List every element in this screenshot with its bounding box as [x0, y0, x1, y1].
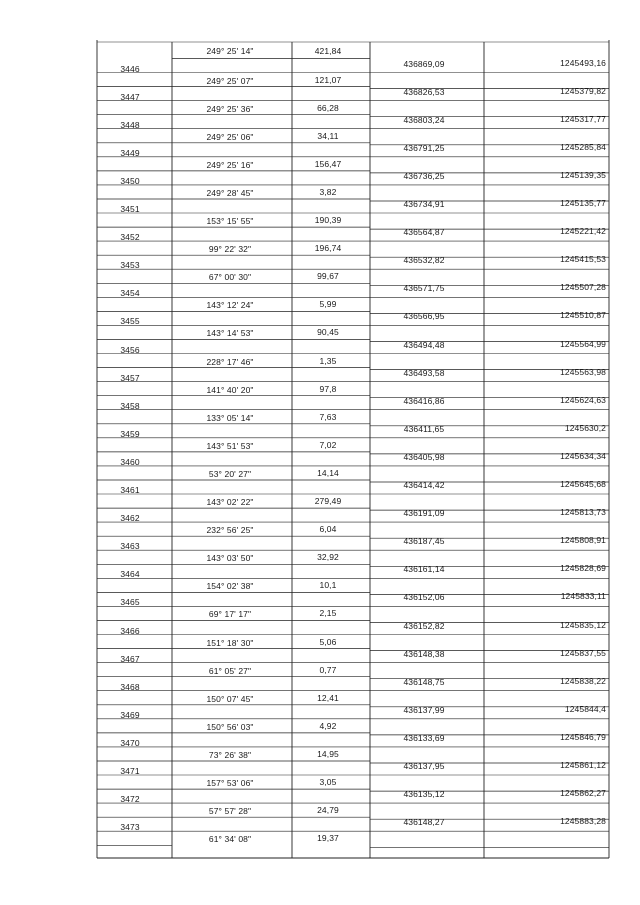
coord-y-cell: 1245221,42	[560, 226, 606, 237]
coord-y-cell: 1245624,63	[560, 394, 606, 405]
point-id-cell: 3463	[120, 541, 140, 552]
angle-cell: 150° 07' 45"	[206, 693, 254, 704]
coord-y-cell: 1245813,73	[560, 507, 606, 518]
coord-x-cell: 436571,75	[403, 283, 445, 294]
angle-cell: 143° 03' 50"	[206, 553, 254, 564]
coord-x-cell: 436803,24	[403, 114, 445, 125]
angle-cell: 133° 05' 14"	[206, 412, 254, 423]
distance-cell: 19,37	[317, 833, 339, 844]
point-id-cell: 3465	[120, 597, 140, 608]
distance-cell: 14,14	[317, 467, 339, 478]
angle-cell: 53° 20' 27"	[208, 468, 252, 479]
coord-y-cell: 1245835,12	[560, 619, 606, 630]
coord-y-cell: 1245379,82	[560, 85, 606, 96]
angle-cell: 143° 02' 22"	[206, 497, 254, 507]
distance-cell: 2,15	[319, 608, 337, 619]
coord-x-cell: 436152,06	[403, 592, 445, 603]
coord-x-cell: 436137,99	[403, 704, 445, 715]
point-id-cell: 3447	[120, 91, 140, 102]
point-id-cell: 3450	[120, 175, 140, 186]
distance-cell: 97,8	[319, 383, 337, 394]
coord-y-cell: 1245833,11	[560, 591, 606, 602]
point-id-cell: 3464	[120, 569, 140, 580]
angle-cell: 249° 25' 07"	[206, 75, 254, 86]
angle-cell: 153° 15' 55"	[206, 216, 254, 226]
distance-cell: 7,63	[319, 411, 337, 422]
point-id-cell: 3457	[120, 372, 140, 383]
angle-cell: 73° 26' 38"	[208, 749, 252, 760]
coord-y-cell: 1245634,34	[560, 450, 606, 461]
angle-cell: 249° 28' 45"	[206, 187, 254, 198]
angle-cell: 228° 17' 46"	[206, 356, 254, 367]
point-id-cell: 3448	[120, 119, 140, 130]
distance-cell: 196,74	[314, 243, 342, 254]
point-id-cell: 3454	[120, 288, 140, 299]
angle-cell: 249° 25' 36"	[206, 103, 254, 114]
angle-cell: 232° 56' 25"	[206, 525, 254, 536]
distance-cell: 121,07	[314, 74, 342, 85]
distance-cell: 32,92	[317, 552, 339, 563]
distance-cell: 5,06	[319, 636, 337, 647]
angle-cell: 57° 57' 28"	[208, 806, 252, 817]
distance-cell: 279,49	[314, 496, 342, 506]
angle-cell: 141° 40' 20"	[206, 384, 254, 395]
coord-y-cell: 1245861,12	[560, 760, 606, 770]
coord-y-cell: 1245846,79	[560, 731, 606, 742]
coord-x-cell: 436826,53	[403, 86, 445, 97]
point-id-cell: 3453	[120, 260, 140, 271]
point-id-cell: 3446	[120, 63, 140, 74]
coord-y-cell: 1245862,27	[560, 788, 606, 799]
point-id-cell: 3470	[120, 737, 140, 748]
point-id-cell: 3469	[120, 709, 140, 720]
coord-x-cell: 436187,45	[403, 536, 445, 547]
distance-cell: 0,77	[319, 664, 337, 675]
distance-cell: 90,45	[317, 327, 339, 338]
distance-cell: 3,05	[319, 777, 337, 787]
point-id-cell: 3471	[120, 766, 140, 776]
coord-x-cell: 436416,86	[403, 395, 445, 406]
distance-cell: 1,35	[319, 355, 337, 366]
angle-cell: 249° 25' 06"	[206, 131, 254, 142]
point-id-cell: 3466	[120, 625, 140, 636]
coord-y-cell: 1245285,84	[560, 141, 606, 152]
point-id-cell: 3451	[120, 204, 140, 214]
distance-cell: 34,11	[317, 130, 339, 141]
coord-x-cell: 436869,09	[403, 58, 445, 69]
coord-x-cell: 436148,38	[403, 648, 445, 659]
distance-cell: 6,04	[319, 524, 337, 535]
coord-x-cell: 436414,42	[403, 480, 445, 490]
coord-x-cell: 436137,95	[403, 761, 445, 771]
coord-x-cell: 436791,25	[403, 142, 445, 153]
point-id-cell: 3452	[120, 232, 140, 243]
coord-x-cell: 436493,58	[403, 367, 445, 378]
distance-cell: 156,47	[314, 158, 342, 169]
distance-cell: 12,41	[317, 692, 339, 703]
angle-cell: 154° 02' 38"	[206, 581, 254, 592]
coord-y-cell: 1245317,77	[560, 113, 606, 124]
distance-cell: 14,95	[317, 748, 339, 759]
point-id-cell: 3467	[120, 653, 140, 664]
angle-cell: 151° 18' 30"	[206, 637, 254, 648]
coord-x-cell: 436148,27	[403, 817, 445, 828]
point-id-cell: 3458	[120, 400, 140, 411]
coord-y-cell: 1245828,69	[560, 563, 606, 574]
angle-cell: 150° 56' 03"	[206, 721, 254, 732]
coord-x-cell: 436494,48	[403, 339, 445, 350]
distance-cell: 7,02	[319, 439, 337, 450]
angle-cell: 61° 34' 08"	[208, 834, 252, 845]
coord-x-cell: 436564,87	[403, 227, 445, 238]
angle-cell: 249° 25' 16"	[206, 159, 254, 170]
coord-x-cell: 436135,12	[403, 789, 445, 800]
distance-cell: 421,84	[314, 46, 342, 56]
angle-cell: 249° 25' 14"	[206, 46, 254, 56]
coord-y-cell: 1245507,28	[560, 282, 606, 293]
point-id-cell: 3460	[120, 456, 140, 467]
coord-x-cell: 436133,69	[403, 732, 445, 743]
coord-y-cell: 1245493,16	[560, 57, 606, 68]
coord-x-cell: 436148,75	[403, 676, 445, 687]
coord-y-cell: 1245808,91	[560, 535, 606, 546]
coord-x-cell: 436411,65	[403, 423, 445, 434]
point-id-cell: 3472	[120, 794, 140, 805]
coord-y-cell: 1245883,28	[560, 816, 606, 827]
angle-cell: 69° 17' 17"	[208, 609, 252, 620]
coord-y-cell: 1245844,4	[564, 703, 606, 714]
coord-y-cell: 1245564,99	[560, 338, 606, 349]
coord-x-cell: 436532,82	[403, 255, 445, 266]
point-id-cell: 3449	[120, 147, 140, 158]
coord-y-cell: 1245415,53	[560, 254, 606, 265]
angle-cell: 67° 00' 30"	[208, 272, 252, 283]
distance-cell: 190,39	[314, 215, 342, 225]
point-id-cell: 3456	[120, 344, 140, 355]
coord-y-cell: 1245510,87	[560, 310, 606, 321]
coord-x-cell: 436152,82	[403, 620, 445, 631]
coord-y-cell: 1245563,98	[560, 366, 606, 377]
point-id-cell: 3461	[120, 485, 140, 495]
coord-y-cell: 1245135,77	[560, 198, 606, 208]
coord-x-cell: 436191,09	[403, 508, 445, 519]
angle-cell: 61° 05' 27"	[208, 665, 252, 676]
coord-x-cell: 436736,25	[403, 170, 445, 181]
point-id-cell: 3462	[120, 513, 140, 524]
coord-y-cell: 1245630,2	[564, 422, 606, 433]
point-id-cell: 3459	[120, 428, 140, 439]
distance-cell: 10,1	[319, 580, 337, 591]
angle-cell: 157° 53' 06"	[206, 778, 254, 788]
coord-y-cell: 1245139,35	[560, 169, 606, 180]
distance-cell: 4,92	[319, 720, 337, 731]
point-id-cell: 3455	[120, 316, 140, 327]
coord-x-cell: 436566,95	[403, 311, 445, 322]
distance-cell: 24,79	[317, 805, 339, 816]
angle-cell: 143° 51' 53"	[206, 440, 254, 451]
coord-y-cell: 1245838,22	[560, 675, 606, 686]
point-id-cell: 3468	[120, 681, 140, 692]
distance-cell: 99,67	[317, 271, 339, 282]
distance-cell: 5,99	[319, 299, 337, 310]
distance-cell: 3,82	[319, 186, 337, 197]
coord-y-cell: 1245837,55	[560, 647, 606, 658]
distance-cell: 66,28	[317, 102, 339, 113]
angle-cell: 143° 14' 53"	[206, 328, 254, 339]
coord-x-cell: 436161,14	[403, 564, 445, 575]
coord-x-cell: 436405,98	[403, 451, 445, 462]
coord-y-cell: 1245645,68	[560, 479, 606, 489]
angle-cell: 143° 12' 24"	[206, 300, 254, 311]
angle-cell: 99° 22' 32"	[208, 244, 252, 255]
point-id-cell: 3473	[120, 822, 140, 833]
coord-x-cell: 436734,91	[403, 199, 445, 209]
